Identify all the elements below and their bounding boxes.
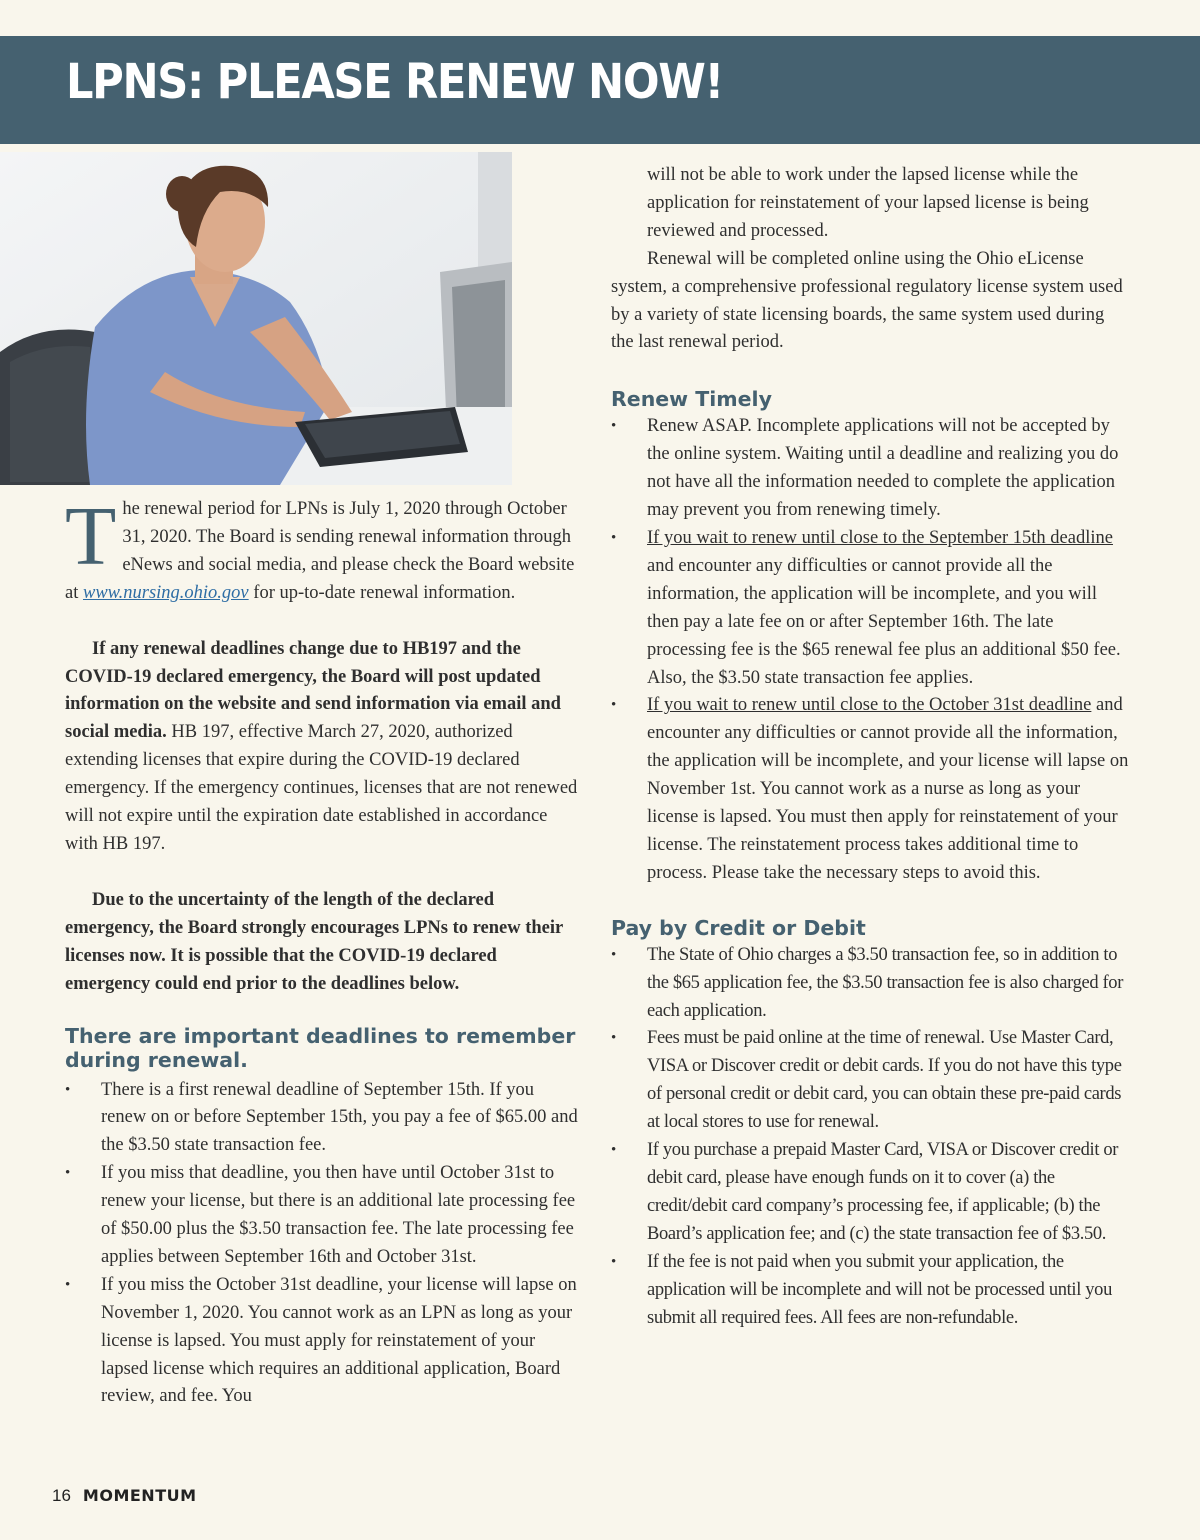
deadlines-heading: There are important deadlines to remember during renewal. [65, 1023, 576, 1072]
page-title: LPNS: PLEASE RENEW NOW! [66, 54, 723, 110]
list-item: • Renew ASAP. Incomplete applications will not be accepted by the online system. Waiting until a deadline and realizing you do not have all the information needed to complete the application may prevent you from renewing timely. [611, 413, 1131, 525]
list-item: • Fees must be paid online at the time of renewal. Use Master Card, VISA or Discover credit or debit cards. If you do not have this type of personal credit or debit card, you can obtain these pre-paid cards at local stores to use for renewal. [611, 1025, 1131, 1137]
left-column [65, 490, 580, 1411]
list-item: • There is a first renewal deadline of September 15th. If you renew on or before September 15th, you pay a fee of $65.00 and the $3.50 state transaction fee. [65, 1077, 580, 1161]
list-item: • If you wait to renew until close to the September 15th deadline and encounter any difficulties or cannot provide all the information, the application will be incomplete, and you will then pay a late fee on or after September 16th. The late processing fee is the $65 renewal fee plus an additional $50 fee. Also, the $3.50 state transaction fee applies. [611, 525, 1131, 692]
deadlines-list [65, 1077, 580, 1412]
list-item: • The State of Ohio charges a $3.50 transaction fee, so in addition to the $65 application fee, the $3.50 transaction fee is also charged for each application. [611, 942, 1131, 1026]
page-number: 16 [52, 1486, 71, 1505]
right-column [611, 162, 1131, 1332]
list-item: • If you purchase a prepaid Master Card, VISA or Discover credit or debit card, please have enough funds on it to cover (a) the credit/debit card company’s processing fee, if applicable; (b) the Board’s application fee; and (c) the state transaction fee of $3.50. [611, 1137, 1131, 1249]
page-footer [52, 1486, 197, 1506]
list-item: • If you wait to renew until close to the October 31st deadline and encounter any difficulties or cannot provide all the information, the application will be incomplete, and your license will lapse on November 1st. You cannot work as a nurse as long as your license is lapsed. You must then apply for reinstatement of your license. The reinstatement process takes additional time to process. Please take the necessary steps to avoid this. [611, 692, 1131, 887]
board-website-link[interactable]: www.nursing.ohio.gov [82, 582, 249, 603]
magazine-name: MOMENTUM [82, 1486, 197, 1505]
renew-timely-list [611, 413, 1131, 887]
dropcap: T [65, 490, 117, 583]
continuation-paragraph: will not be able to work under the lapsed license while the application for reinstatement of your lapsed license is being reviewed and processed. [647, 165, 1089, 241]
nurse-photo [0, 152, 512, 485]
elicense-paragraph: Renewal will be completed online using the Ohio eLicense system, a comprehensive professional regulatory license system used by a variety of state licensing boards, the same system used during the last renewal period. [611, 248, 1123, 353]
hb197-paragraph: If any renewal deadlines change due to HB197 and the COVID-19 declared emergency, the Board will post updated information on the website and send information via email and social media. HB 197, effective March 27, 2020, authorized extending licenses that expire during the COVID-19 declared emergency. If the emergency continues, licenses that are not renewed will not expire until the expiration date established in accordance with HB 197. [65, 638, 578, 854]
uncertainty-paragraph: Due to the uncertainty of the length of the declared emergency, the Board strongly encourages LPNs to renew their licenses now. It is possible that the COVID-19 declared emergency could end prior to the deadlines below. [65, 889, 563, 994]
title-banner [0, 36, 1200, 144]
pay-heading: Pay by Credit or Debit [611, 915, 866, 940]
intro-paragraph: The renewal period for LPNs is July 1, 2020 through October 31, 2020. The Board is sending renewal information through eNews and social media, and please check the Board website at www.nursing.ohio.gov for up-to-date renewal information. [65, 490, 575, 603]
list-item: • If the fee is not paid when you submit your application, the application will be incomplete and will not be processed until you submit all required fees. All fees are non-refundable. [611, 1249, 1131, 1333]
renew-timely-heading: Renew Timely [611, 387, 772, 412]
list-item: • If you miss that deadline, you then have until October 31st to renew your license, but there is an additional late processing fee of $50.00 plus the $3.50 transaction fee. The late processing fee applies between September 16th and October 31st. [65, 1160, 580, 1272]
pay-list [611, 942, 1131, 1333]
list-item: • If you miss the October 31st deadline, your license will lapse on November 1, 2020. You cannot work as an LPN as long as your license is lapsed. You must apply for reinstatement of your lapsed license which requires an additional application, Board review, and fee. You [65, 1272, 580, 1412]
